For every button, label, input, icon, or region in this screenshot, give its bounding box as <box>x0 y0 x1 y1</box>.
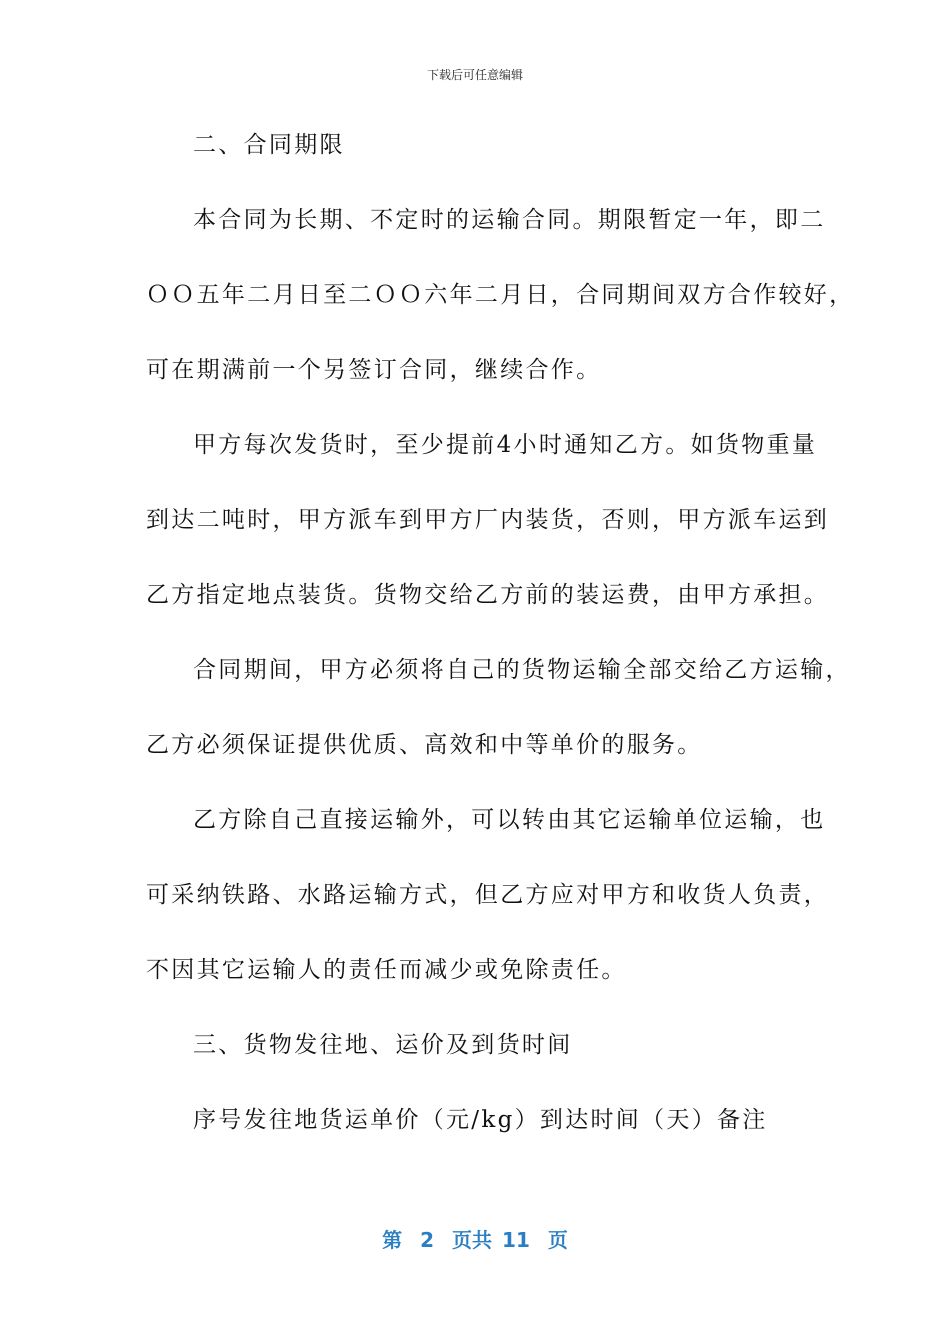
paragraph-line: 乙方必须保证提供优质、高效和中等单价的服务。 <box>146 732 703 758</box>
paragraph-line: 合同期间，甲方必须将自己的货物运输全部交给乙方运输， <box>193 657 851 683</box>
header-note: 下载后可任意编辑 <box>426 68 523 82</box>
footer-suffix: 页 <box>547 1228 568 1252</box>
footer-prefix: 第 <box>382 1228 403 1252</box>
section-heading-term: 二、合同期限 <box>193 132 345 158</box>
paragraph-line: 甲方每次发货时，至少提前4小时通知乙方。如货物重量 <box>193 432 818 458</box>
paragraph-line: 可在期满前一个另签订合同，继续合作。 <box>146 357 602 383</box>
paragraph-line: 可采纳铁路、水路运输方式，但乙方应对甲方和收货人负责， <box>146 882 830 908</box>
paragraph-line: 到达二吨时，甲方派车到甲方厂内装货，否则，甲方派车运到 <box>146 507 830 533</box>
footer-middle: 页共 <box>452 1228 493 1252</box>
footer-current-page: 2 <box>420 1228 435 1252</box>
paragraph-line: 乙方指定地点装货。货物交给乙方前的装运费，由甲方承担。 <box>146 582 830 608</box>
paragraph-line: 本合同为长期、不定时的运输合同。期限暂定一年，即二 <box>193 207 826 233</box>
paragraph-line: 乙方除自己直接运输外，可以转由其它运输单位运输，也 <box>193 807 826 833</box>
document-body <box>146 122 855 1172</box>
table-header-line: 序号发往地货运单价（元/kg）到达时间（天）备注 <box>193 1107 768 1133</box>
footer-total-pages: 11 <box>502 1228 530 1252</box>
paragraph-line: 不因其它运输人的责任而减少或免除责任。 <box>146 957 627 983</box>
paragraph-line: ＯＯ五年二月日至二ＯＯ六年二月日，合同期间双方合作较好， <box>146 282 855 308</box>
section-heading-goods: 三、货物发往地、运价及到货时间 <box>193 1032 573 1058</box>
page-number-footer <box>0 1224 950 1253</box>
